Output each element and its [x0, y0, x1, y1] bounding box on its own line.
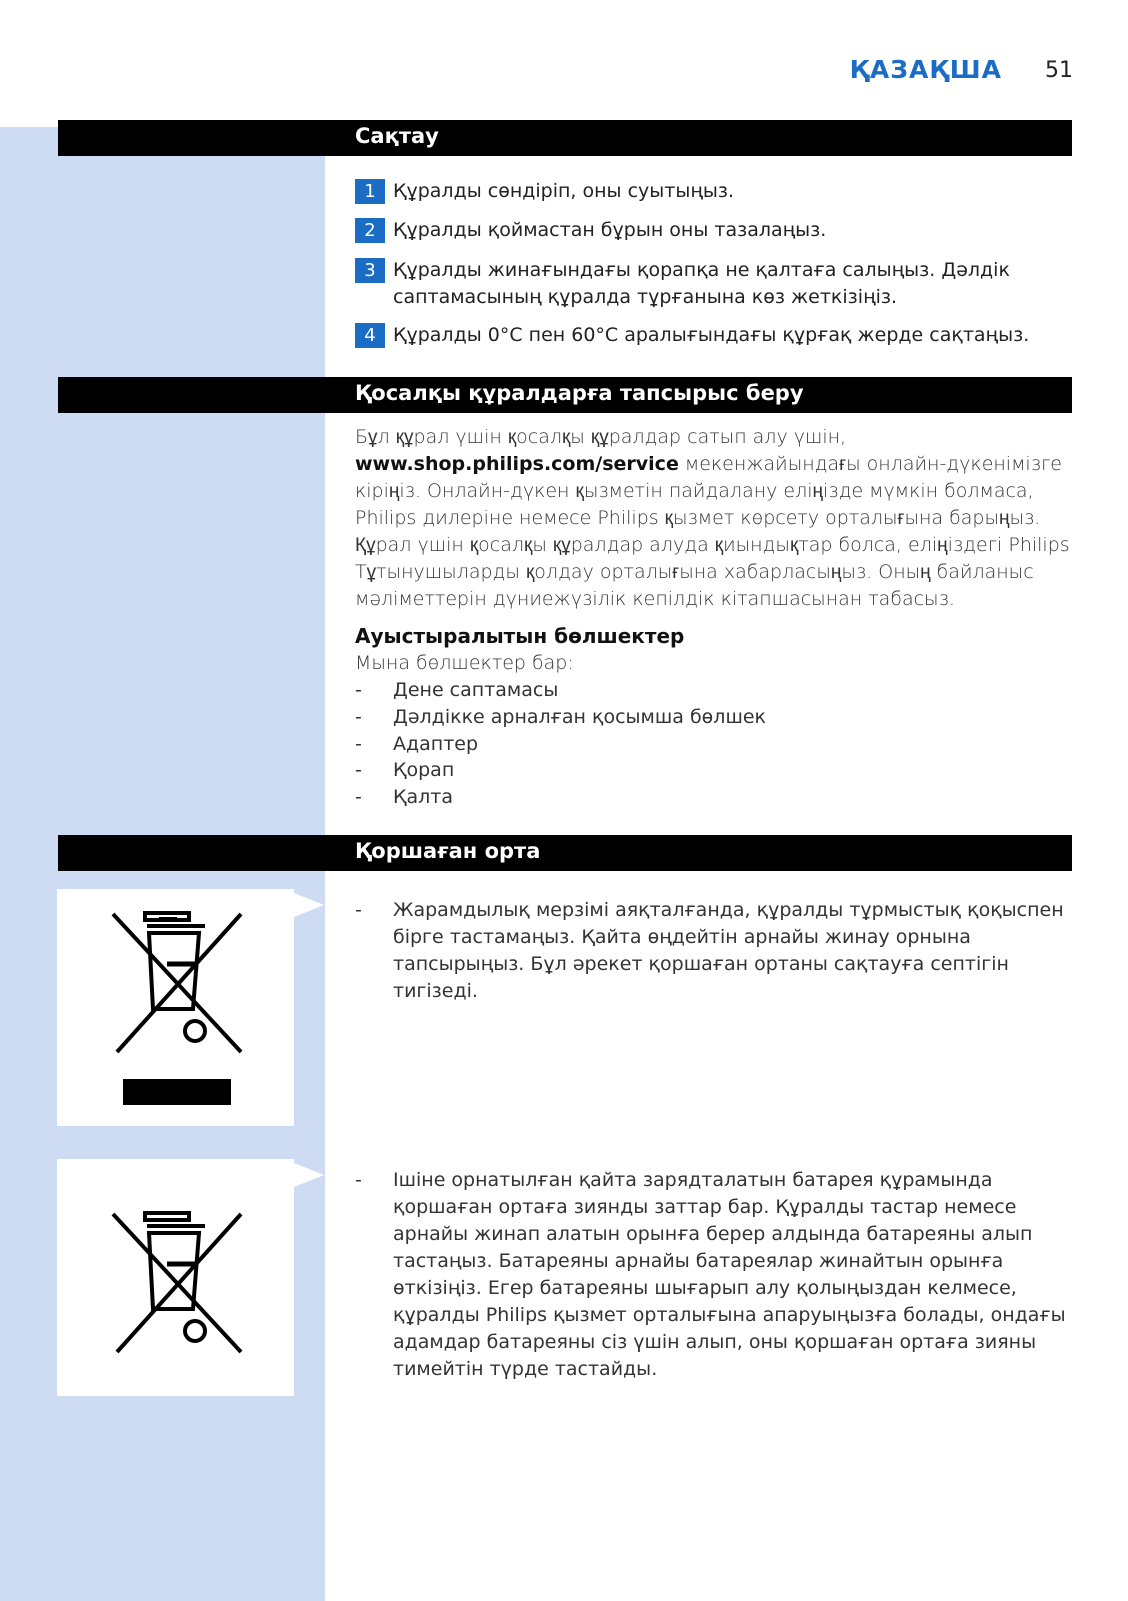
accessories-text-after: мекенжайындағы онлайн-дүкенімізге кіріңіз. Онлайн-дүкен қызметін пайдалану еліңізде мүмкін болмаса, Philips дилеріне немесе Philips қызмет көрсету орталығына барыңыз. Құрал үшін қосалқы құралдар алуда қиындықтар болса, еліңіздегі Philips Тұтынушыларды қолдау орталығына хабарласыңыз. Оның байланыс мәліметтерін дүниежүзілік кепілдік кітапшасынан табасыз.	[355, 453, 1070, 610]
environment-item-text: Жарамдылық мерзімі аяқталғанда, құралды тұрмыстық қоқыспен бірге тастамаңыз. Қайта өңдейтін арнайы жинау орнына тапсырыңыз. Бұл әрекет қоршаған ортаны сақтауға септігін тигізеді.	[393, 899, 1064, 1002]
section-title-environment: Қоршаған орта	[355, 839, 541, 863]
environment-item	[355, 897, 1075, 1005]
list-dash: -	[355, 706, 362, 728]
list-item-text: Дәлдікке арналған қосымша бөлшек	[393, 706, 766, 728]
shop-link[interactable]: www.shop.philips.com/service	[355, 453, 679, 475]
list-item	[355, 757, 1075, 784]
step-text: Құралды 0°C пен 60°C аралығындағы құрғақ жерде сақтаңыз.	[393, 324, 1030, 346]
language-label: ҚАЗАҚША	[849, 55, 1002, 84]
section-title-accessories: Қосалқы құралдарға тапсырыс беру	[355, 381, 804, 405]
list-dash: -	[355, 899, 362, 921]
step-text: Құралды сөндіріп, оны суытыңыз.	[393, 180, 735, 202]
list-item	[355, 731, 1075, 758]
section-title-storage: Сақтау	[355, 124, 439, 148]
step-item	[355, 178, 1075, 205]
replaceable-parts-heading: Ауыстыралытын бөлшектер	[355, 624, 685, 648]
list-item-text: Қалта	[393, 786, 453, 808]
step-item	[355, 322, 1075, 349]
step-item	[355, 217, 1075, 244]
list-item-text: Адаптер	[393, 733, 479, 755]
parts-intro: Мына бөлшектер бар:	[355, 652, 574, 674]
environment-item-text: Ішіне орнатылған қайта зарядталатын батарея құрамында қоршаған ортаға зиянды заттар бар. Құралды тастар немесе арнайы жинап алатын орынға берер алдында батареяны алып тастаңыз. Батареяны арнайы батареялар жинайтын орынға өткізіңіз. Егер батареяны шығарып алу қолыңыздан келмесе, құралды Philips қызмет орталығына апаруыңызға болады, ондағы адамдар батареяны сіз үшін алып, оны қоршаған ортаға зияны тимейтін түрде тастайды.	[393, 1169, 1066, 1380]
list-dash: -	[355, 1169, 362, 1191]
list-dash: -	[355, 679, 362, 701]
step-number: 1	[355, 179, 385, 204]
crossed-bin-icon	[57, 1159, 294, 1396]
list-item-text: Қорап	[393, 759, 455, 781]
list-item-text: Дене саптамасы	[393, 679, 559, 701]
section-bar-environment	[58, 835, 1072, 871]
environment-item	[355, 1167, 1075, 1383]
list-item	[355, 704, 1075, 731]
step-number: 4	[355, 323, 385, 348]
battery-weee-symbol-box	[57, 1159, 294, 1396]
weee-symbol-box	[57, 889, 294, 1126]
section-bar-storage	[58, 120, 1072, 156]
list-item	[355, 677, 1075, 704]
callout-pointer	[294, 893, 324, 917]
step-number: 2	[355, 218, 385, 243]
list-item	[355, 784, 1075, 811]
step-item	[355, 257, 1075, 311]
list-dash: -	[355, 786, 362, 808]
crossed-bin-icon	[57, 889, 294, 1126]
callout-pointer	[294, 1163, 324, 1187]
step-number: 3	[355, 258, 385, 283]
step-text: Құралды жинағындағы қорапқа не қалтаға салыңыз. Дәлдік саптамасының құралда тұрғанына көз жеткізіңіз.	[393, 259, 1010, 308]
accessories-text-before: Бұл құрал үшін қосалқы құралдар сатып алу үшін,	[355, 426, 847, 448]
list-dash: -	[355, 759, 362, 781]
list-dash: -	[355, 733, 362, 755]
step-text: Құралды қоймастан бұрын оны тазалаңыз.	[393, 219, 827, 241]
page-number: 51	[1045, 58, 1073, 83]
accessories-paragraph	[355, 424, 1075, 613]
section-bar-accessories	[58, 377, 1072, 413]
